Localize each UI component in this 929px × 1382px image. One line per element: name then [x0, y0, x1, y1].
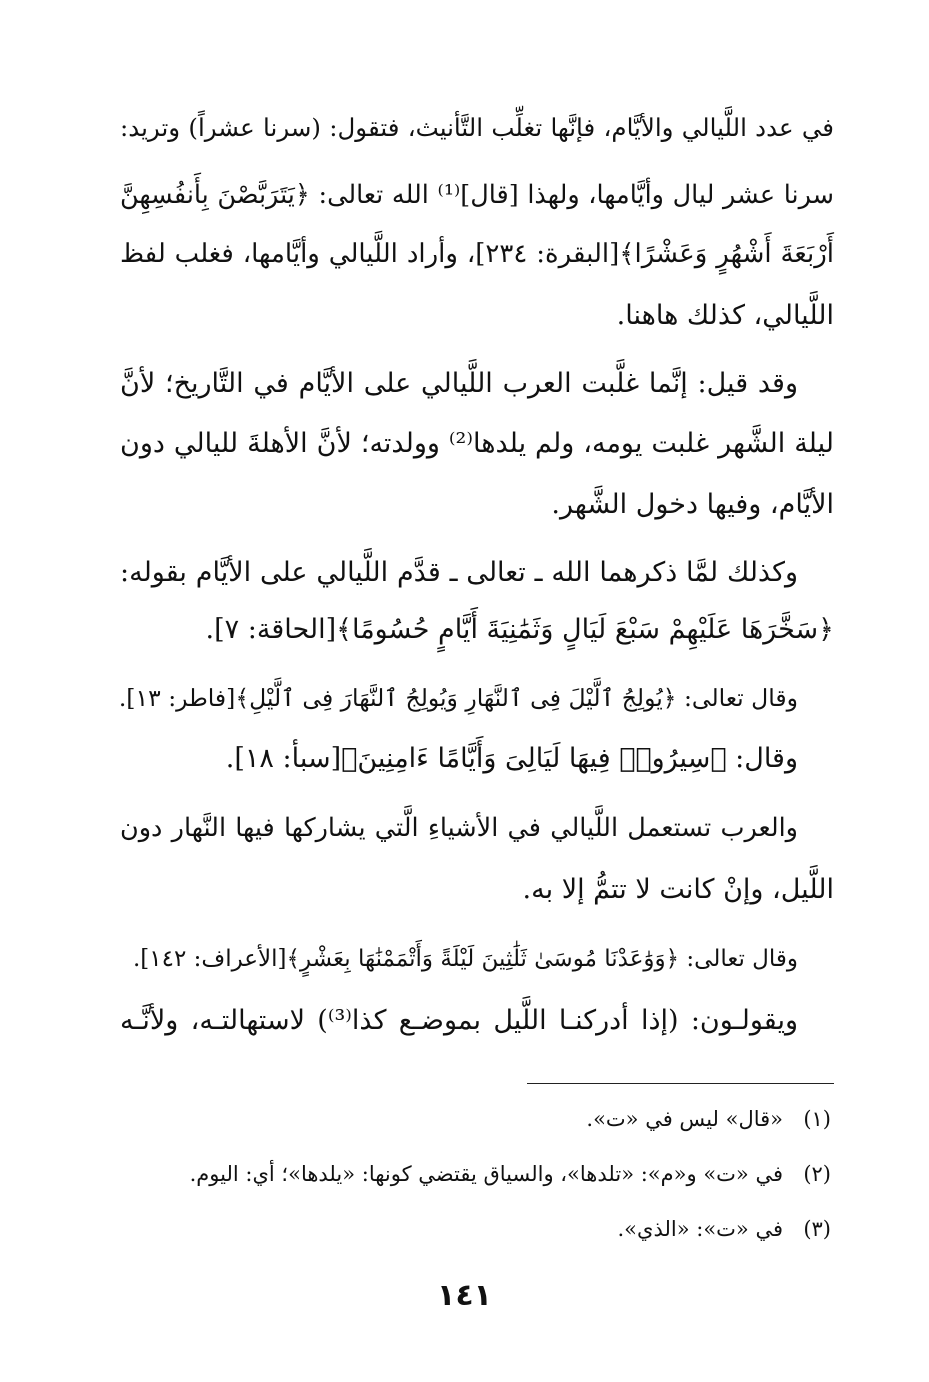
body-line-6: ليلة الشَّهر غلبت يومه، ولم يلدها⁽²⁾ وولدته؛ لأنَّ الأهلةَ لليالي دون — [120, 428, 834, 459]
footnote-1 — [120, 1104, 831, 1134]
footnote-3 — [120, 1214, 831, 1244]
body-line-10: وقال تعالى: ﴿يُولِجُ ٱلَّيْلَ فِى ٱلنَّهَارِ وَيُولِجُ ٱلنَّهَارَ فِى ٱلَّيْلِ﴾[فاطر: ١٣]. — [118, 684, 798, 712]
footnote-2-text: في «ت» و«م»: «تلدها»، والسياق يقتضي كونها: «يلدها»؛ أي: اليوم. — [189, 1162, 783, 1186]
body-line-2: سرنا عشر ليال وأيَّامها، ولهذا [قال]⁽¹⁾ الله تعالى: ﴿يَتَرَبَّصْنَ بِأَنفُسِهِنَّ — [120, 180, 835, 210]
body-line-14: وقال تعالى: ﴿وَوَٰعَدْنَا مُوسَىٰ ثَلَٰثِينَ لَيْلَةً وَأَتْمَمْنَٰهَا بِعَشْرٍ﴾[الأعراف: ١٤٢]. — [132, 946, 798, 972]
page-body — [120, 108, 834, 1382]
footnote-1-text: «قال» ليس في «ت». — [586, 1107, 783, 1131]
footnote-1-number: (١) — [803, 1107, 831, 1131]
body-line-13: اللَّيل، وإنْ كانت لا تتمُّ إلا به. — [522, 874, 834, 905]
footnote-3-number: (٣) — [803, 1217, 831, 1241]
body-line-1: في عدد اللَّيالي والأيَّام، فإنَّها تغلِّب التَّأنيث، فتقول: (سرنا عشراً) وتريد: — [120, 113, 834, 142]
body-line-3: أَرْبَعَةَ أَشْهُرٍ وَعَشْرًا﴾[البقرة: ٢٣٤]، وأراد اللَّيالي وأيَّامها، فغلب لفظ — [120, 239, 834, 269]
footnote-separator — [527, 1083, 834, 1084]
page-number: ١٤١ — [437, 1278, 492, 1313]
body-line-4: اللَّيالي، كذلك هاهنا. — [616, 300, 834, 331]
body-line-5: وقد قيل: إنَّما غلَّبت العرب اللَّيالي على الأيَّام في التَّاريخ؛ لأنَّ — [120, 368, 798, 399]
body-line-8: وكذلك لمَّا ذكرهما الله ـ تعالى ـ قدَّم اللَّيالي على الأيَّام بقوله: — [120, 557, 798, 588]
footnote-3-text: في «ت»: «الذي». — [617, 1217, 783, 1241]
footnote-2-number: (٢) — [803, 1162, 831, 1186]
body-line-12: والعرب تستعمل اللَّيالي في الأشياءِ الَّتي يشاركها فيها النَّهار دون — [120, 813, 798, 843]
body-line-9: ﴿سَخَّرَهَا عَلَيْهِمْ سَبْعَ لَيَالٍ وَثَمَٰنِيَةَ أَيَّامٍ حُسُومًا﴾[الحاقة: ٧]. — [205, 614, 834, 645]
body-line-11: وقال: ﴿سِيرُوا۟ فِيهَا لَيَالِىَ وَأَيَّامًا ءَامِنِينَ﴾[سبأ: ١٨]. — [225, 743, 798, 774]
body-line-15: ويقولـون: (إذا أدركنـا اللَّيل بموضـع كذا⁽³⁾) لاستهالتـه، ولأنَّـه — [120, 1005, 798, 1036]
body-line-7: الأيَّام، وفيها دخول الشَّهر. — [551, 489, 834, 520]
footnote-2 — [120, 1159, 831, 1189]
